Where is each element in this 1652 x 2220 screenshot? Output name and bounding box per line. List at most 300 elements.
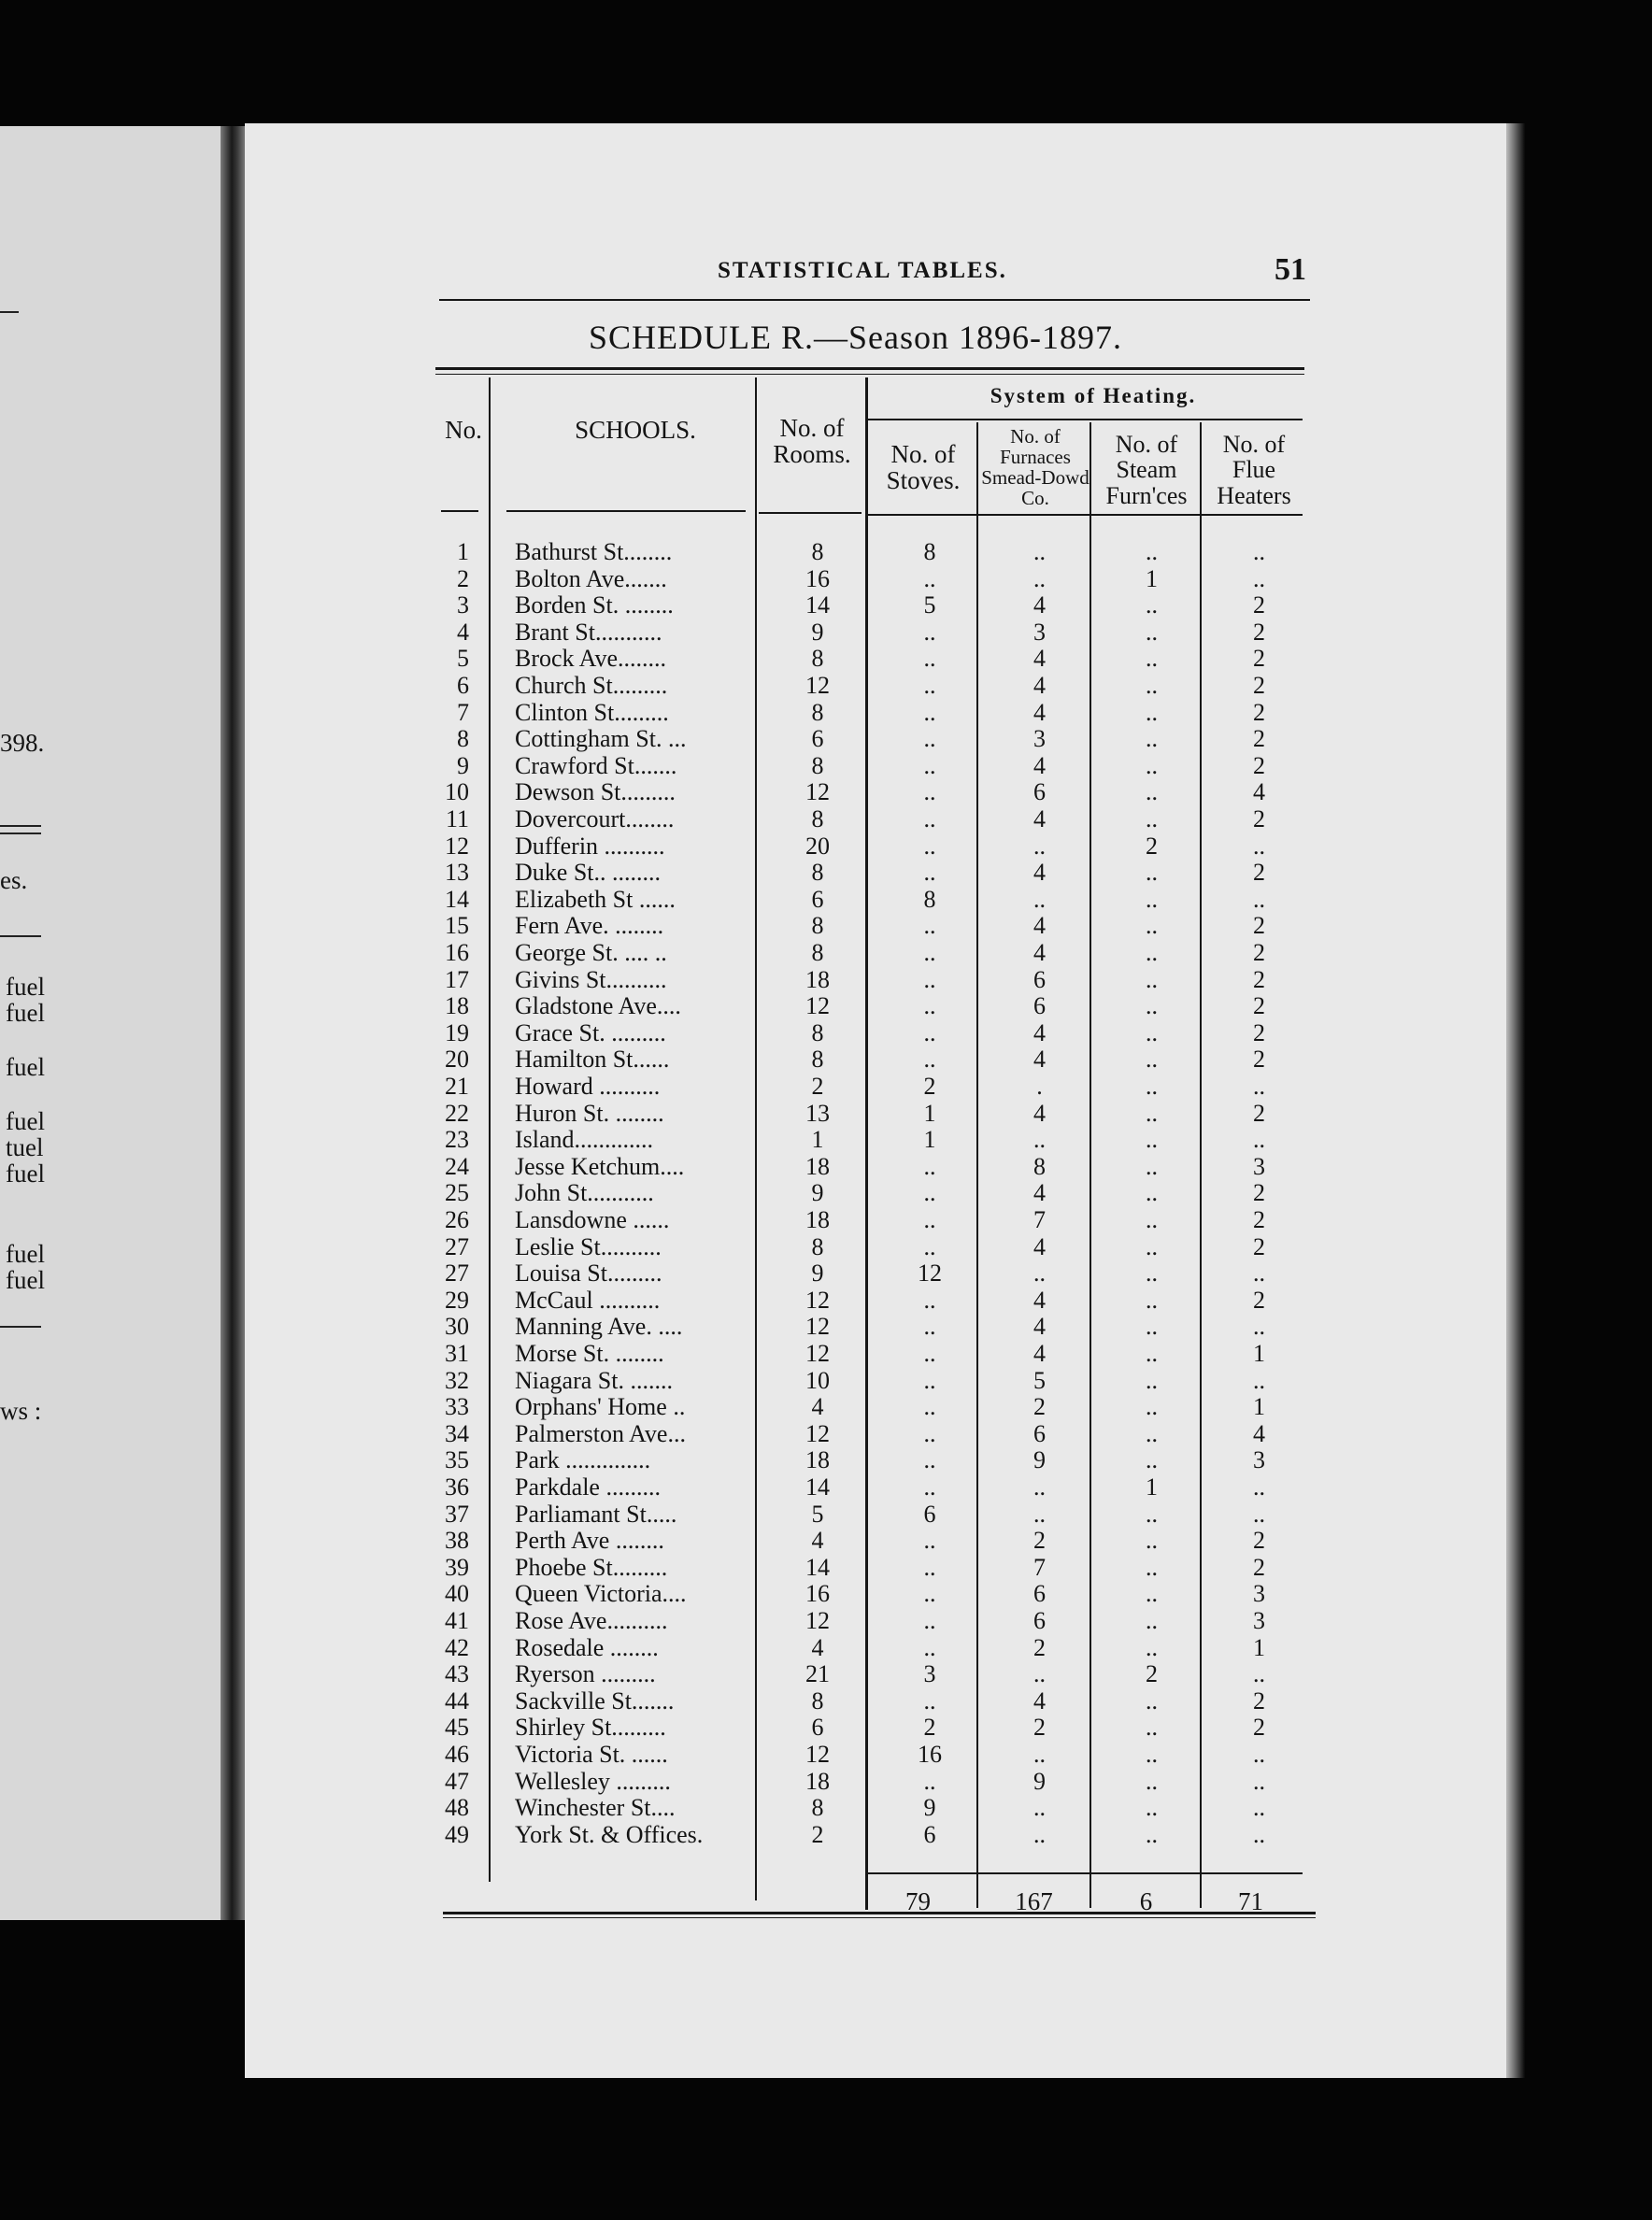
steam-count: .. (1146, 725, 1158, 753)
school-name: Cottingham St. ... (515, 725, 687, 753)
flue-count: 2 (1253, 618, 1265, 646)
row-number: 6 (457, 672, 469, 699)
left-page-rule (0, 1326, 41, 1328)
steam-count: .. (1146, 698, 1158, 726)
flue-count: .. (1253, 1473, 1265, 1501)
rooms-count: 8 (811, 751, 824, 779)
steam-count: .. (1146, 1393, 1158, 1421)
furnaces-count: 4 (1033, 859, 1046, 887)
row-number: 22 (445, 1099, 469, 1127)
row-number: 38 (445, 1527, 469, 1555)
row-number: 21 (445, 1073, 469, 1100)
flue-count: 2 (1253, 645, 1265, 673)
school-name: Howard .......... (515, 1073, 661, 1100)
steam-count: .. (1146, 1500, 1158, 1528)
stoves-count: .. (923, 1313, 936, 1341)
school-name: Brock Ave........ (515, 645, 666, 673)
rooms-count: 8 (811, 1232, 824, 1260)
school-name: Dufferin .......... (515, 832, 665, 860)
schedule-title: SCHEDULE R.—Season 1896-1897. (589, 319, 1122, 356)
row-number: 26 (445, 1206, 469, 1233)
rooms-count: 8 (811, 1686, 824, 1715)
rooms-count: 12 (805, 1340, 830, 1367)
row-number: 27 (445, 1259, 469, 1288)
rooms-count: 8 (811, 645, 824, 673)
steam-count: .. (1146, 1099, 1158, 1127)
school-name: Crawford St....... (515, 751, 677, 779)
row-number: 10 (445, 778, 469, 806)
steam-count: .. (1146, 645, 1158, 673)
rooms-count: 8 (811, 1018, 824, 1046)
steam-count: .. (1146, 939, 1158, 966)
furnaces-count: 4 (1033, 751, 1046, 779)
school-name: Louisa St......... (515, 1259, 662, 1288)
row-number: 4 (457, 618, 469, 646)
left-facing-page (0, 126, 224, 1920)
steam-count: .. (1146, 1553, 1158, 1581)
row-number: 2 (457, 564, 469, 592)
rooms-count: 4 (811, 1393, 824, 1421)
school-name: Duke St.. ........ (515, 859, 661, 887)
rooms-count: 16 (805, 1580, 830, 1608)
steam-count: .. (1146, 751, 1158, 779)
steam-count: .. (1146, 1820, 1158, 1848)
rooms-count: 8 (811, 538, 824, 565)
row-number: 13 (445, 859, 469, 887)
furnaces-count: .. (1033, 564, 1046, 592)
furnaces-count: .. (1033, 832, 1046, 860)
furnaces-count: 4 (1033, 1286, 1046, 1314)
school-name: Bolton Ave....... (515, 564, 667, 592)
stoves-count: .. (923, 805, 936, 832)
stoves-count: 5 (923, 591, 936, 619)
flue-count: 2 (1253, 1686, 1265, 1715)
stoves-count: .. (923, 645, 936, 673)
stoves-count: 8 (923, 885, 936, 913)
column-header-flue: No. of Flue Heaters (1217, 431, 1291, 509)
furnaces-count: 4 (1033, 1179, 1046, 1207)
left-page-fragment: fuel (6, 1266, 45, 1294)
total-steam: 6 (1139, 1887, 1153, 1915)
furnaces-count: 4 (1033, 1046, 1046, 1074)
column-header-steam: No. of Steam Furn'ces (1105, 431, 1188, 509)
column-header-schools: SCHOOLS. (575, 416, 696, 444)
school-name: Clinton St......... (515, 698, 669, 726)
rooms-count: 9 (811, 1179, 824, 1207)
school-name: Victoria St. ...... (515, 1741, 668, 1768)
school-name: Perth Ave ........ (515, 1527, 664, 1555)
stoves-count: .. (923, 939, 936, 966)
furnaces-count: 6 (1033, 1607, 1046, 1634)
steam-count: .. (1146, 965, 1158, 993)
rooms-count: 6 (811, 1714, 824, 1742)
row-number: 35 (445, 1446, 469, 1474)
row-number: 46 (445, 1741, 469, 1768)
steam-count: 1 (1146, 1473, 1158, 1501)
totals-rule (867, 1872, 1303, 1874)
row-number: 45 (445, 1714, 469, 1742)
table-top-rule (435, 374, 1304, 375)
column-header-furnaces: No. of Furnaces Smead-Dowd Co. (981, 425, 1089, 510)
furnaces-count: 4 (1033, 1232, 1046, 1260)
stoves-count: .. (923, 912, 936, 940)
rooms-count: 12 (805, 1313, 830, 1341)
row-number: 30 (445, 1313, 469, 1341)
furnaces-count: 4 (1033, 939, 1046, 966)
school-name: Rosedale ........ (515, 1633, 659, 1661)
steam-count: .. (1146, 1446, 1158, 1474)
steam-count: .. (1146, 1313, 1158, 1341)
row-number: 48 (445, 1794, 469, 1822)
left-page-fragment: tuel (6, 1133, 44, 1161)
furnaces-count: 4 (1033, 1018, 1046, 1046)
rooms-count: 8 (811, 939, 824, 966)
stoves-count: .. (923, 698, 936, 726)
column-rule (1200, 422, 1202, 1908)
school-name: Orphans' Home .. (515, 1393, 686, 1421)
stoves-count: .. (923, 992, 936, 1020)
stoves-count: .. (923, 1232, 936, 1260)
rooms-count: 5 (811, 1500, 824, 1528)
steam-count: .. (1146, 859, 1158, 887)
flue-count: 2 (1253, 1527, 1265, 1555)
flue-count: 2 (1253, 1232, 1265, 1260)
rooms-count: 13 (805, 1099, 830, 1127)
row-number: 34 (445, 1419, 469, 1447)
flue-count: .. (1253, 1073, 1265, 1100)
furnaces-count: .. (1033, 1259, 1046, 1288)
rooms-count: 12 (805, 1286, 830, 1314)
table-top-rule (435, 367, 1304, 370)
furnaces-count: 5 (1033, 1366, 1046, 1394)
flue-count: 2 (1253, 1018, 1265, 1046)
stoves-count: .. (923, 1419, 936, 1447)
row-number: 39 (445, 1553, 469, 1581)
flue-count: 1 (1253, 1393, 1265, 1421)
column-rule (489, 377, 491, 1882)
furnaces-count: 6 (1033, 992, 1046, 1020)
furnaces-count: 4 (1033, 698, 1046, 726)
stoves-count: .. (923, 1393, 936, 1421)
steam-count: .. (1146, 1179, 1158, 1207)
rooms-count: 4 (811, 1633, 824, 1661)
row-number: 47 (445, 1767, 469, 1795)
row-number: 24 (445, 1152, 469, 1180)
header-bottom-rule (759, 512, 862, 514)
rooms-count: 18 (805, 1767, 830, 1795)
steam-count: .. (1146, 885, 1158, 913)
flue-count: 2 (1253, 591, 1265, 619)
left-page-fragment: fuel (6, 1053, 45, 1081)
school-name: John St........... (515, 1179, 654, 1207)
stoves-count: 6 (923, 1820, 936, 1848)
furnaces-count: 4 (1033, 645, 1046, 673)
steam-count: .. (1146, 1527, 1158, 1555)
column-rule (1089, 422, 1091, 1908)
steam-count: .. (1146, 912, 1158, 940)
column-rule (755, 377, 757, 1900)
school-name: Morse St. ........ (515, 1340, 664, 1367)
flue-count: .. (1253, 1741, 1265, 1768)
furnaces-count: 2 (1033, 1393, 1046, 1421)
flue-count: 2 (1253, 1046, 1265, 1074)
rooms-count: 18 (805, 965, 830, 993)
furnaces-count: 7 (1033, 1553, 1046, 1581)
rooms-count: 8 (811, 1046, 824, 1074)
stoves-count: 2 (923, 1714, 936, 1742)
school-name: George St. .... .. (515, 939, 667, 966)
flue-count: 3 (1253, 1607, 1265, 1634)
flue-count: .. (1253, 1820, 1265, 1848)
flue-count: 2 (1253, 1179, 1265, 1207)
flue-count: .. (1253, 1500, 1265, 1528)
rooms-count: 12 (805, 1419, 830, 1447)
row-number: 7 (457, 698, 469, 726)
column-header-rooms: No. of Rooms. (773, 414, 851, 469)
stoves-count: 1 (923, 1099, 936, 1127)
column-rule (865, 377, 868, 1910)
flue-count: 4 (1253, 1419, 1265, 1447)
school-name: McCaul .......... (515, 1286, 661, 1314)
flue-count: .. (1253, 1366, 1265, 1394)
row-number: 27 (445, 1232, 469, 1260)
flue-count: .. (1253, 564, 1265, 592)
steam-count: .. (1146, 1046, 1158, 1074)
header-bottom-rule (506, 510, 746, 512)
rooms-count: 14 (805, 1473, 830, 1501)
row-number: 25 (445, 1179, 469, 1207)
steam-count: .. (1146, 1206, 1158, 1233)
school-name: Parkdale ......... (515, 1473, 661, 1501)
table-bottom-rule (443, 1917, 1316, 1918)
steam-count: .. (1146, 1232, 1158, 1260)
furnaces-count: 2 (1033, 1527, 1046, 1555)
school-name: Park .............. (515, 1446, 651, 1474)
stoves-count: .. (923, 859, 936, 887)
school-name: Rose Ave.......... (515, 1607, 668, 1634)
furnaces-count: 6 (1033, 1419, 1046, 1447)
rooms-count: 20 (805, 832, 830, 860)
total-stoves: 79 (905, 1887, 931, 1915)
school-name: Sackville St....... (515, 1686, 675, 1715)
rooms-count: 12 (805, 672, 830, 699)
stoves-count: .. (923, 751, 936, 779)
school-name: Manning Ave. .... (515, 1313, 683, 1341)
steam-count: .. (1146, 618, 1158, 646)
school-name: Gladstone Ave.... (515, 992, 681, 1020)
steam-count: .. (1146, 778, 1158, 806)
rooms-count: 8 (811, 859, 824, 887)
steam-count: .. (1146, 1607, 1158, 1634)
steam-count: 2 (1146, 832, 1158, 860)
steam-count: .. (1146, 538, 1158, 565)
column-rule (976, 422, 978, 1908)
row-number: 42 (445, 1633, 469, 1661)
rooms-count: 10 (805, 1366, 830, 1394)
total-furnaces: 167 (1015, 1887, 1053, 1915)
steam-count: .. (1146, 1366, 1158, 1394)
rooms-count: 8 (811, 698, 824, 726)
stoves-count: .. (923, 1633, 936, 1661)
flue-count: 2 (1253, 965, 1265, 993)
row-number: 16 (445, 939, 469, 966)
school-name: Parliamant St..... (515, 1500, 677, 1528)
steam-count: .. (1146, 1259, 1158, 1288)
flue-count: 2 (1253, 1099, 1265, 1127)
flue-count: 3 (1253, 1446, 1265, 1474)
flue-count: 3 (1253, 1152, 1265, 1180)
furnaces-count: 3 (1033, 725, 1046, 753)
header-bottom-rule (441, 510, 478, 512)
rooms-count: 8 (811, 912, 824, 940)
page-edge (1506, 123, 1525, 2078)
furnaces-count: .. (1033, 538, 1046, 565)
flue-count: .. (1253, 538, 1265, 565)
stoves-count: .. (923, 1366, 936, 1394)
furnaces-count: .. (1033, 1794, 1046, 1822)
school-name: York St. & Offices. (515, 1820, 704, 1848)
flue-count: 2 (1253, 725, 1265, 753)
row-number: 8 (457, 725, 469, 753)
header-bottom-rule (867, 514, 1303, 516)
steam-count: .. (1146, 1633, 1158, 1661)
left-page-fragment: fuel (6, 999, 45, 1027)
stoves-count: .. (923, 1152, 936, 1180)
steam-count: .. (1146, 1741, 1158, 1768)
column-header-no: No. (445, 416, 482, 444)
flue-count: 2 (1253, 751, 1265, 779)
row-number: 19 (445, 1018, 469, 1046)
stoves-count: .. (923, 1767, 936, 1795)
furnaces-count: 4 (1033, 1313, 1046, 1341)
steam-count: .. (1146, 1152, 1158, 1180)
school-name: Huron St. ........ (515, 1099, 664, 1127)
row-number: 40 (445, 1580, 469, 1608)
school-name: Niagara St. ....... (515, 1366, 673, 1394)
flue-count: 2 (1253, 698, 1265, 726)
row-number: 14 (445, 885, 469, 913)
stoves-count: .. (923, 1607, 936, 1634)
rooms-count: 18 (805, 1206, 830, 1233)
steam-count: .. (1146, 1767, 1158, 1795)
left-page-fragment: ws : (0, 1397, 42, 1425)
flue-count: .. (1253, 885, 1265, 913)
total-flue: 71 (1238, 1887, 1263, 1915)
stoves-count: .. (923, 618, 936, 646)
flue-count: 2 (1253, 1714, 1265, 1742)
row-number: 32 (445, 1366, 469, 1394)
stoves-count: 9 (923, 1794, 936, 1822)
rooms-count: 12 (805, 1741, 830, 1768)
school-name: Ryerson ......... (515, 1660, 656, 1688)
furnaces-count: .. (1033, 1820, 1046, 1848)
furnaces-count: 4 (1033, 1686, 1046, 1715)
rooms-count: 6 (811, 885, 824, 913)
stoves-count: .. (923, 1553, 936, 1581)
column-header-stoves: No. of Stoves. (886, 440, 961, 495)
stoves-count: 6 (923, 1500, 936, 1528)
stoves-count: .. (923, 1527, 936, 1555)
furnaces-count: .. (1033, 1473, 1046, 1501)
flue-count: 1 (1253, 1633, 1265, 1661)
rooms-count: 9 (811, 1259, 824, 1288)
school-name: Church St......... (515, 672, 668, 699)
row-number: 44 (445, 1686, 469, 1715)
row-number: 5 (457, 645, 469, 673)
flue-count: .. (1253, 1794, 1265, 1822)
furnaces-count: 4 (1033, 1340, 1046, 1367)
row-number: 23 (445, 1126, 469, 1154)
row-number: 29 (445, 1286, 469, 1314)
furnaces-count: 4 (1033, 672, 1046, 699)
steam-count: .. (1146, 1419, 1158, 1447)
steam-count: .. (1146, 1714, 1158, 1742)
school-name: Leslie St.......... (515, 1232, 662, 1260)
left-page-fragment: es. (0, 866, 28, 894)
flue-count: 2 (1253, 672, 1265, 699)
furnaces-count: 9 (1033, 1767, 1046, 1795)
rooms-count: 1 (811, 1126, 824, 1154)
row-number: 41 (445, 1607, 469, 1634)
rooms-count: 9 (811, 618, 824, 646)
flue-count: 2 (1253, 1286, 1265, 1314)
stoves-count: .. (923, 965, 936, 993)
furnaces-count: .. (1033, 1500, 1046, 1528)
stoves-count: .. (923, 1179, 936, 1207)
stoves-count: .. (923, 832, 936, 860)
rooms-count: 2 (811, 1820, 824, 1848)
stoves-count: 16 (918, 1741, 942, 1768)
stoves-count: .. (923, 1286, 936, 1314)
stoves-count: 3 (923, 1660, 936, 1688)
school-name: Hamilton St...... (515, 1046, 670, 1074)
flue-count: .. (1253, 832, 1265, 860)
page-number: 51 (1275, 252, 1306, 287)
left-page-rule (0, 935, 41, 937)
furnaces-count: 4 (1033, 1099, 1046, 1127)
furnaces-count: 6 (1033, 778, 1046, 806)
stoves-count: .. (923, 1046, 936, 1074)
school-name: Shirley St......... (515, 1714, 666, 1742)
furnaces-count: 6 (1033, 1580, 1046, 1608)
left-page-fragment: fuel (6, 973, 45, 1001)
steam-count: 1 (1146, 564, 1158, 592)
left-page-fragment: fuel (6, 1160, 45, 1188)
rooms-count: 16 (805, 564, 830, 592)
school-name: Brant St........... (515, 618, 662, 646)
school-name: Dewson St......... (515, 778, 676, 806)
left-page-rule (0, 832, 41, 834)
stoves-count: .. (923, 1018, 936, 1046)
stoves-count: .. (923, 725, 936, 753)
row-number: 17 (445, 965, 469, 993)
stoves-count: 12 (918, 1259, 942, 1288)
furnaces-count: .. (1033, 885, 1046, 913)
furnaces-count: 2 (1033, 1714, 1046, 1742)
school-name: Phoebe St......... (515, 1553, 668, 1581)
furnaces-count: 4 (1033, 591, 1046, 619)
row-number: 18 (445, 992, 469, 1020)
school-name: Fern Ave. ........ (515, 912, 664, 940)
left-page-rule (0, 825, 41, 827)
flue-count: .. (1253, 1313, 1265, 1341)
school-name: Grace St. ......... (515, 1018, 666, 1046)
furnaces-count: 3 (1033, 618, 1046, 646)
steam-count: .. (1146, 1126, 1158, 1154)
steam-count: .. (1146, 992, 1158, 1020)
flue-count: .. (1253, 1767, 1265, 1795)
steam-count: .. (1146, 1286, 1158, 1314)
